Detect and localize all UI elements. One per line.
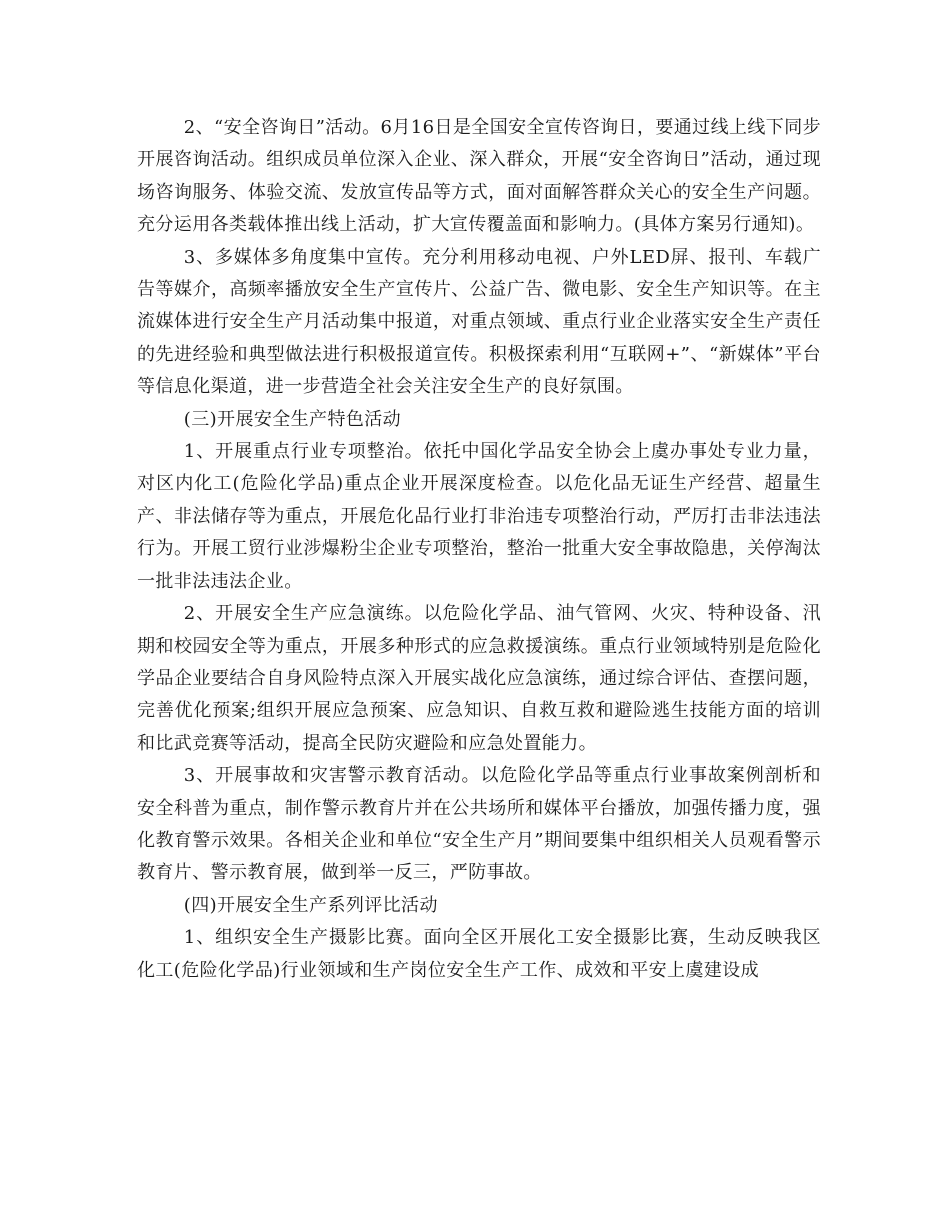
paragraph-multimedia-publicity: 3、多媒体多角度集中宣传。充分利用移动电视、户外LED屏、报刊、车载广告等媒介，高频率播放安全生产宣传片、公益广告、微电影、安全生产知识等。在主流媒体进行安全生产月活动集中报道，对重点领域、重点行业企业落实安全生产责任的先进经验和典型做法进行积极报道宣传。积极探索利用“互联网+”、“新媒体”平台等信息化渠道，进一步营造全社会关注安全生产的良好氛围。 [137,246,821,398]
section-heading-special-activities: (三)开展安全生产特色活动 [183,408,402,430]
paragraph-warning-education: 3、开展事故和灾害警示教育活动。以危险化学品等重点行业事故案例剖析和安全科普为重点，制作警示教育片并在公共场所和媒体平台播放，加强传播力度，强化教育警示效果。各相关企业和单位“安全生产月”期间要集中组织相关人员观看警示教育片、警示教育展，做到举一反三，严防事故。 [137,765,821,884]
section-heading-evaluation-activities: (四)开展安全生产系列评比活动 [183,894,438,916]
paragraph-safety-consultation-day: 2、“安全咨询日”活动。6月16日是全国安全宣传咨询日，要通过线上线下同步开展咨询活动。组织成员单位深入企业、深入群众，开展“安全咨询日”活动，通过现场咨询服务、体验交流、发放宣传品等方式，面对面解答群众关心的安全生产问题。充分运用各类载体推出线上活动，扩大宣传覆盖面和影响力。(具体方案另行通知)。 [137,117,821,236]
paragraph-photography-contest: 1、组织安全生产摄影比赛。面向全区开展化工安全摄影比赛，生动反映我区化工(危险化学品)行业领域和生产岗位安全生产工作、成效和平安上虞建设成 [137,927,821,981]
document-body [137,112,821,987]
paragraph-industry-rectification: 1、开展重点行业专项整治。依托中国化学品安全协会上虞办事处专业力量，对区内化工(危险化学品)重点企业开展深度检查。以危化品无证生产经营、超量生产、非法储存等为重点，开展危化品行业打非治违专项整治行动，严厉打击非法违法行为。开展工贸行业涉爆粉尘企业专项整治，整治一批重大安全事故隐患，关停淘汰一批非法违法企业。 [137,441,821,592]
paragraph-emergency-drills: 2、开展安全生产应急演练。以危险化学品、油气管网、火灾、特种设备、汛期和校园安全等为重点，开展多种形式的应急救援演练。重点行业领域特别是危险化学品企业要结合自身风险特点深入开展实战化应急演练，通过综合评估、查摆问题，完善优化预案;组织开展应急预案、应急知识、自救互救和避险逃生技能方面的培训和比武竞赛等活动，提高全民防灾避险和应急处置能力。 [137,603,821,754]
